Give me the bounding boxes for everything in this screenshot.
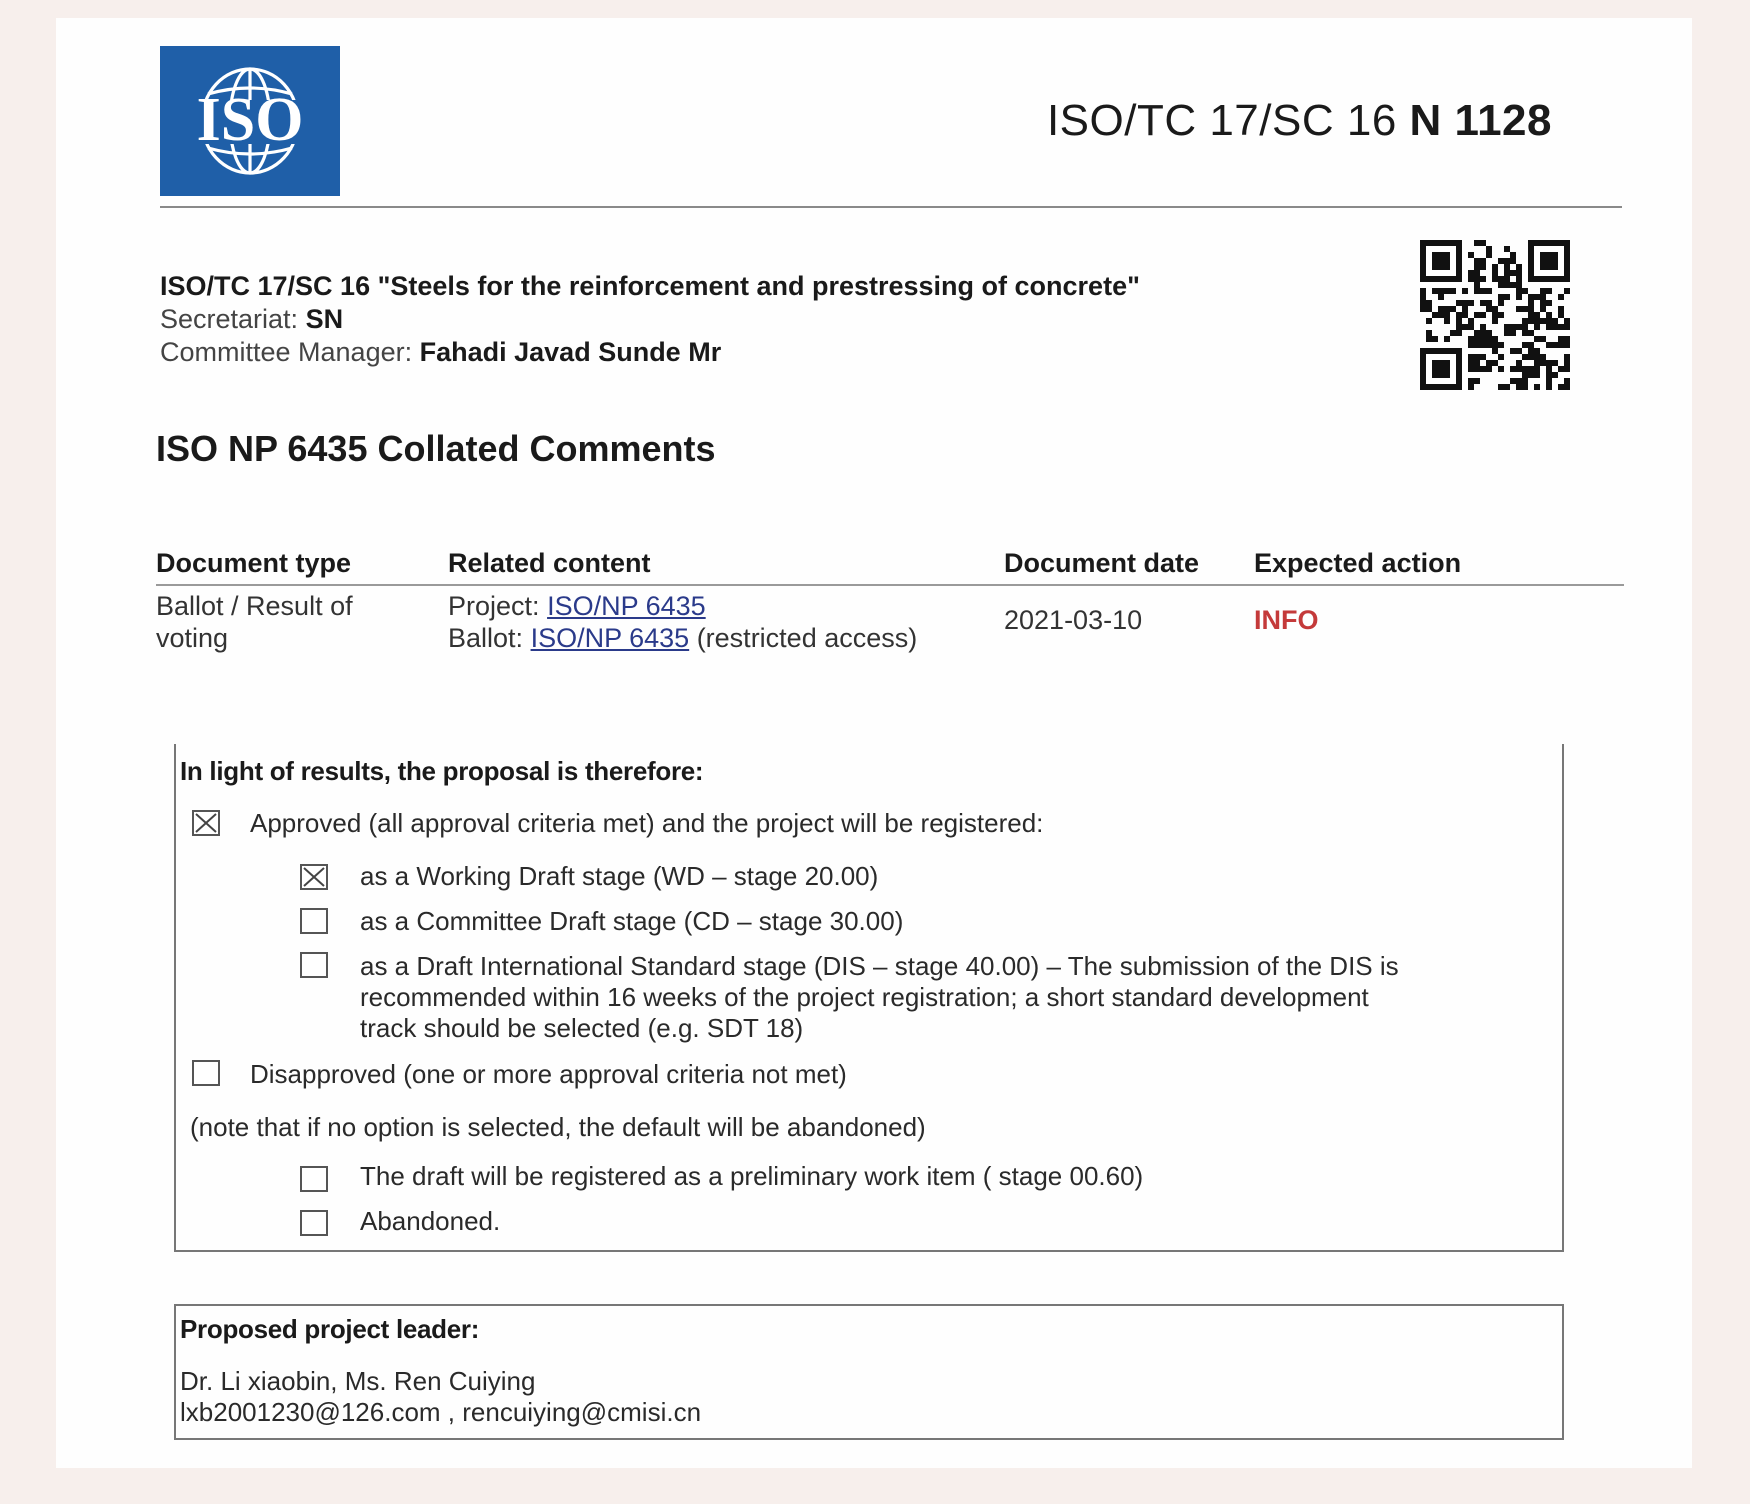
header-document-date: Document date [1004, 548, 1200, 578]
header-document-type: Document type [156, 548, 352, 578]
manager-line [160, 336, 1140, 369]
secretariat-line [160, 303, 1140, 336]
default-note: (note that if no option is selected, the default will be abandoned) [190, 1112, 926, 1142]
manager-label: Committee Manager: [160, 337, 413, 367]
decision-title: In light of results, the proposal is therefore: [180, 756, 704, 786]
metadata-row [156, 586, 1624, 666]
committee-title: ISO/TC 17/SC 16 "Steels for the reinforcement and prestressing of concrete" [160, 271, 1140, 301]
ballot-link[interactable]: ISO/NP 6435 [530, 623, 690, 653]
dis-label: as a Draft International Standard stage (DIS – stage 40.00) – The submission of the DIS is recommended within 16 weeks of the project registration; a short standard development track should be selected (e.g. SDT 18) [360, 951, 1399, 1043]
project-leader-names: Dr. Li xiaobin, Ms. Ren Cuiying [180, 1366, 536, 1396]
checkbox-x-icon [302, 866, 326, 888]
approved-label: Approved (all approval criteria met) and the project will be registered: [250, 808, 1044, 838]
doc-ref-number: N 1128 [1409, 96, 1552, 145]
committee-info [160, 270, 1140, 369]
abandoned-checkbox[interactable] [300, 1210, 328, 1236]
project-leader-title: Proposed project leader: [180, 1314, 480, 1344]
expected-action-badge: INFO [1254, 605, 1319, 635]
abandoned-label: Abandoned. [360, 1206, 501, 1236]
qr-code [1412, 240, 1578, 390]
disapproved-label: Disapproved (one or more approval criteria not met) [250, 1059, 847, 1089]
project-label: Project: [448, 591, 540, 621]
cd-label: as a Committee Draft stage (CD – stage 30.00) [360, 906, 904, 936]
manager-value: Fahadi Javad Sunde Mr [419, 337, 722, 367]
project-leader-emails: lxb2001230@126.com , rencuiying@cmisi.cn [180, 1397, 702, 1427]
iso-logo-text: ISO [196, 86, 304, 154]
page-title: ISO NP 6435 Collated Comments [156, 428, 716, 469]
cd-checkbox[interactable] [300, 908, 328, 934]
wd-checkbox[interactable] [300, 864, 328, 890]
checkbox-x-icon [194, 812, 218, 834]
approved-checkbox[interactable] [192, 810, 220, 836]
ballot-label: Ballot: [448, 623, 524, 653]
secretariat-label: Secretariat: [160, 304, 299, 334]
document-metadata-table [156, 548, 1624, 666]
project-leader-details [180, 1366, 701, 1428]
iso-logo [160, 46, 340, 196]
document-date-cell: 2021-03-10 [1004, 605, 1143, 635]
ballot-note: (restricted access) [696, 623, 918, 653]
header-divider [160, 206, 1622, 208]
header-related-content: Related content [448, 548, 651, 578]
document-type-cell: Ballot / Result of voting [156, 591, 353, 653]
related-content-cell [448, 590, 917, 654]
header-expected-action: Expected action [1254, 548, 1462, 578]
document-page [56, 18, 1692, 1468]
preliminary-checkbox[interactable] [300, 1166, 328, 1192]
disapproved-checkbox[interactable] [192, 1060, 220, 1086]
wd-label: as a Working Draft stage (WD – stage 20.00) [360, 861, 879, 891]
project-link[interactable]: ISO/NP 6435 [547, 591, 706, 621]
metadata-header-row [156, 548, 1624, 584]
document-reference [1047, 96, 1552, 146]
preliminary-label: The draft will be registered as a preliminary work item ( stage 00.60) [360, 1161, 1144, 1191]
secretariat-value: SN [305, 304, 344, 334]
dis-checkbox[interactable] [300, 952, 328, 978]
doc-ref-prefix: ISO/TC 17/SC 16 [1046, 96, 1397, 145]
